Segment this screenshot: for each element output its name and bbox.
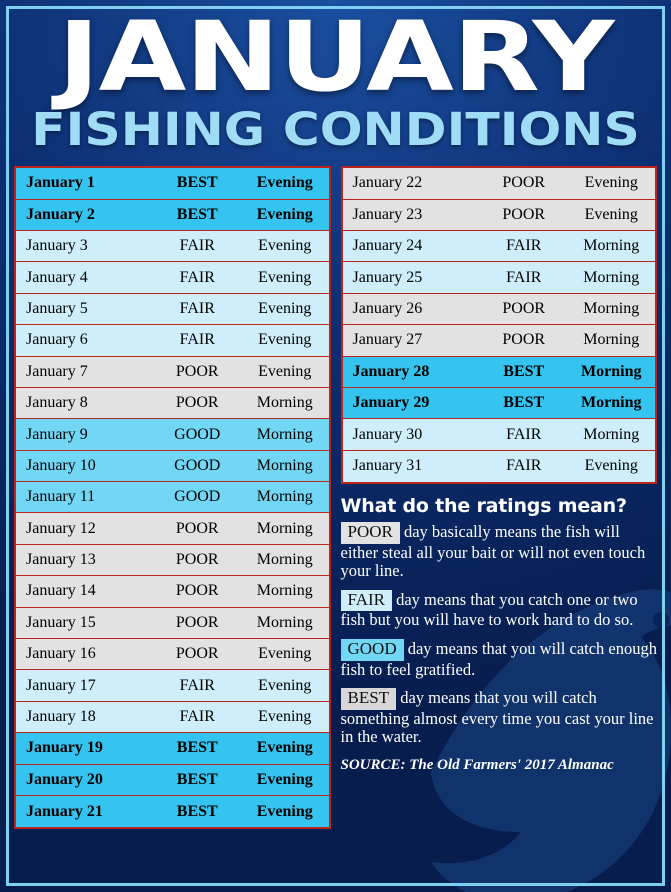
row-time: Morning bbox=[581, 394, 642, 412]
row-date: January 23 bbox=[352, 205, 423, 223]
legend-items bbox=[341, 522, 658, 747]
row-time: Morning bbox=[583, 268, 640, 286]
row-date: January 16 bbox=[26, 645, 96, 663]
row-rating: FAIR bbox=[179, 676, 215, 694]
table-row bbox=[16, 388, 329, 419]
table-row bbox=[16, 670, 329, 701]
table-row bbox=[343, 325, 656, 356]
row-time: Evening bbox=[258, 331, 312, 349]
row-date: January 21 bbox=[26, 802, 103, 820]
row-time: Morning bbox=[583, 425, 640, 443]
row-time: Evening bbox=[584, 457, 638, 475]
legend-chip-best: BEST bbox=[341, 688, 397, 710]
table-row bbox=[343, 357, 656, 388]
fishing-table-right bbox=[341, 166, 658, 484]
row-time: Evening bbox=[256, 770, 313, 788]
row-rating: POOR bbox=[502, 205, 546, 223]
row-date: January 2 bbox=[26, 205, 95, 223]
table-row bbox=[16, 294, 329, 325]
row-rating: POOR bbox=[175, 362, 219, 380]
row-time: Evening bbox=[258, 708, 312, 726]
row-date: January 29 bbox=[352, 394, 430, 412]
row-rating: POOR bbox=[502, 331, 546, 349]
table-row bbox=[16, 168, 329, 199]
row-rating: BEST bbox=[176, 174, 218, 192]
legend-text: day means that you will catch enough fish to feel gratified. bbox=[340, 638, 657, 679]
table-row bbox=[343, 294, 656, 325]
legend-text: day means that you will catch something almost every time you cast your line in the water. bbox=[340, 688, 654, 747]
source-credit: SOURCE: The Old Farmers' 2017 Almanac bbox=[340, 756, 614, 773]
row-date: January 12 bbox=[26, 519, 96, 537]
row-rating: FAIR bbox=[179, 237, 215, 255]
row-time: Evening bbox=[258, 362, 312, 380]
row-date: January 10 bbox=[26, 456, 96, 474]
legend-item bbox=[341, 639, 658, 679]
row-date: January 19 bbox=[26, 739, 103, 757]
row-time: Morning bbox=[256, 456, 313, 474]
row-date: January 18 bbox=[26, 708, 96, 726]
row-rating: FAIR bbox=[506, 237, 542, 255]
row-rating: FAIR bbox=[179, 708, 215, 726]
calendar-column-left bbox=[14, 166, 331, 829]
row-rating: POOR bbox=[502, 299, 546, 317]
row-date: January 1 bbox=[26, 174, 95, 192]
calendar-column-right bbox=[341, 166, 658, 829]
row-date: January 8 bbox=[26, 394, 88, 412]
row-rating: FAIR bbox=[179, 331, 215, 349]
row-date: January 7 bbox=[26, 362, 88, 380]
row-rating: POOR bbox=[175, 519, 219, 537]
row-time: Morning bbox=[256, 582, 313, 600]
row-time: Morning bbox=[256, 394, 313, 412]
row-time: Evening bbox=[256, 802, 313, 820]
table-row bbox=[343, 262, 656, 293]
row-date: January 24 bbox=[352, 237, 423, 255]
table-row bbox=[16, 357, 329, 388]
row-date: January 25 bbox=[352, 268, 423, 286]
row-date: January 22 bbox=[352, 174, 423, 192]
table-row bbox=[343, 231, 656, 262]
table-row bbox=[16, 576, 329, 607]
row-rating: BEST bbox=[176, 739, 218, 757]
table-row bbox=[343, 451, 656, 482]
fishing-table-left bbox=[14, 166, 331, 829]
legend-chip-fair: FAIR bbox=[341, 590, 392, 612]
row-rating: GOOD bbox=[174, 425, 221, 443]
table-row bbox=[16, 325, 329, 356]
row-time: Morning bbox=[583, 299, 640, 317]
row-date: January 27 bbox=[352, 331, 423, 349]
row-time: Evening bbox=[258, 299, 312, 317]
row-time: Morning bbox=[583, 237, 640, 255]
row-time: Morning bbox=[256, 488, 313, 506]
table-row bbox=[16, 200, 329, 231]
row-date: January 6 bbox=[26, 331, 88, 349]
row-time: Evening bbox=[256, 174, 313, 192]
row-date: January 4 bbox=[26, 268, 88, 286]
legend-item bbox=[341, 688, 658, 747]
row-rating: BEST bbox=[503, 362, 545, 380]
row-time: Morning bbox=[256, 519, 313, 537]
legend-section bbox=[341, 495, 658, 774]
row-time: Morning bbox=[256, 425, 313, 443]
row-date: January 20 bbox=[26, 770, 103, 788]
row-date: January 31 bbox=[352, 457, 423, 475]
row-rating: POOR bbox=[175, 645, 219, 663]
row-date: January 26 bbox=[352, 299, 423, 317]
table-row bbox=[16, 262, 329, 293]
table-row bbox=[16, 765, 329, 796]
table-row bbox=[16, 796, 329, 827]
row-rating: FAIR bbox=[506, 425, 542, 443]
row-rating: POOR bbox=[502, 174, 546, 192]
table-row bbox=[16, 545, 329, 576]
row-rating: POOR bbox=[175, 551, 219, 569]
row-rating: BEST bbox=[176, 205, 218, 223]
legend-heading: What do the ratings mean? bbox=[340, 495, 627, 518]
legend-item bbox=[341, 590, 658, 630]
row-time: Evening bbox=[258, 645, 312, 663]
table-row bbox=[16, 482, 329, 513]
table-row bbox=[343, 419, 656, 450]
table-row bbox=[16, 733, 329, 764]
row-time: Evening bbox=[258, 676, 312, 694]
row-time: Evening bbox=[256, 739, 313, 757]
row-date: January 11 bbox=[26, 488, 96, 506]
table-row bbox=[16, 608, 329, 639]
row-rating: FAIR bbox=[506, 457, 542, 475]
page-title: JANUARY bbox=[57, 1, 614, 113]
row-rating: POOR bbox=[175, 394, 219, 412]
legend-text: day means that you catch one or two fish but you will have to work hard to do so. bbox=[340, 589, 638, 630]
row-time: Evening bbox=[584, 174, 638, 192]
row-time: Morning bbox=[256, 613, 313, 631]
table-row bbox=[16, 702, 329, 733]
row-date: January 9 bbox=[26, 425, 88, 443]
row-time: Morning bbox=[583, 331, 640, 349]
row-date: January 17 bbox=[26, 676, 96, 694]
row-time: Evening bbox=[256, 205, 313, 223]
row-rating: GOOD bbox=[174, 488, 221, 506]
row-rating: FAIR bbox=[179, 299, 215, 317]
table-row bbox=[16, 451, 329, 482]
row-date: January 30 bbox=[352, 425, 423, 443]
page-subtitle: FISHING CONDITIONS bbox=[31, 103, 640, 157]
table-row bbox=[343, 168, 656, 199]
row-rating: BEST bbox=[503, 394, 545, 412]
poster-content bbox=[0, 152, 671, 829]
row-date: January 5 bbox=[26, 299, 88, 317]
table-row bbox=[343, 200, 656, 231]
legend-chip-good: GOOD bbox=[341, 639, 404, 661]
row-time: Morning bbox=[256, 551, 313, 569]
row-rating: POOR bbox=[175, 582, 219, 600]
row-time: Evening bbox=[258, 268, 312, 286]
row-time: Evening bbox=[258, 237, 312, 255]
legend-text: day basically means the fish will either steal all your bait or will not even touch your line. bbox=[340, 522, 646, 581]
row-rating: POOR bbox=[175, 613, 219, 631]
row-rating: FAIR bbox=[506, 268, 542, 286]
row-rating: GOOD bbox=[174, 456, 221, 474]
row-rating: BEST bbox=[176, 770, 218, 788]
row-time: Evening bbox=[584, 205, 638, 223]
table-row bbox=[16, 639, 329, 670]
row-date: January 3 bbox=[26, 237, 88, 255]
table-row bbox=[343, 388, 656, 419]
table-row bbox=[16, 419, 329, 450]
table-row bbox=[16, 513, 329, 544]
row-time: Morning bbox=[581, 362, 642, 380]
table-row bbox=[16, 231, 329, 262]
row-rating: BEST bbox=[176, 802, 218, 820]
row-date: January 14 bbox=[26, 582, 96, 600]
row-date: January 28 bbox=[352, 362, 430, 380]
row-date: January 15 bbox=[26, 613, 96, 631]
legend-chip-poor: POOR bbox=[341, 522, 400, 544]
legend-item bbox=[341, 522, 658, 581]
row-date: January 13 bbox=[26, 551, 96, 569]
row-rating: FAIR bbox=[179, 268, 215, 286]
poster-header bbox=[0, 0, 671, 157]
